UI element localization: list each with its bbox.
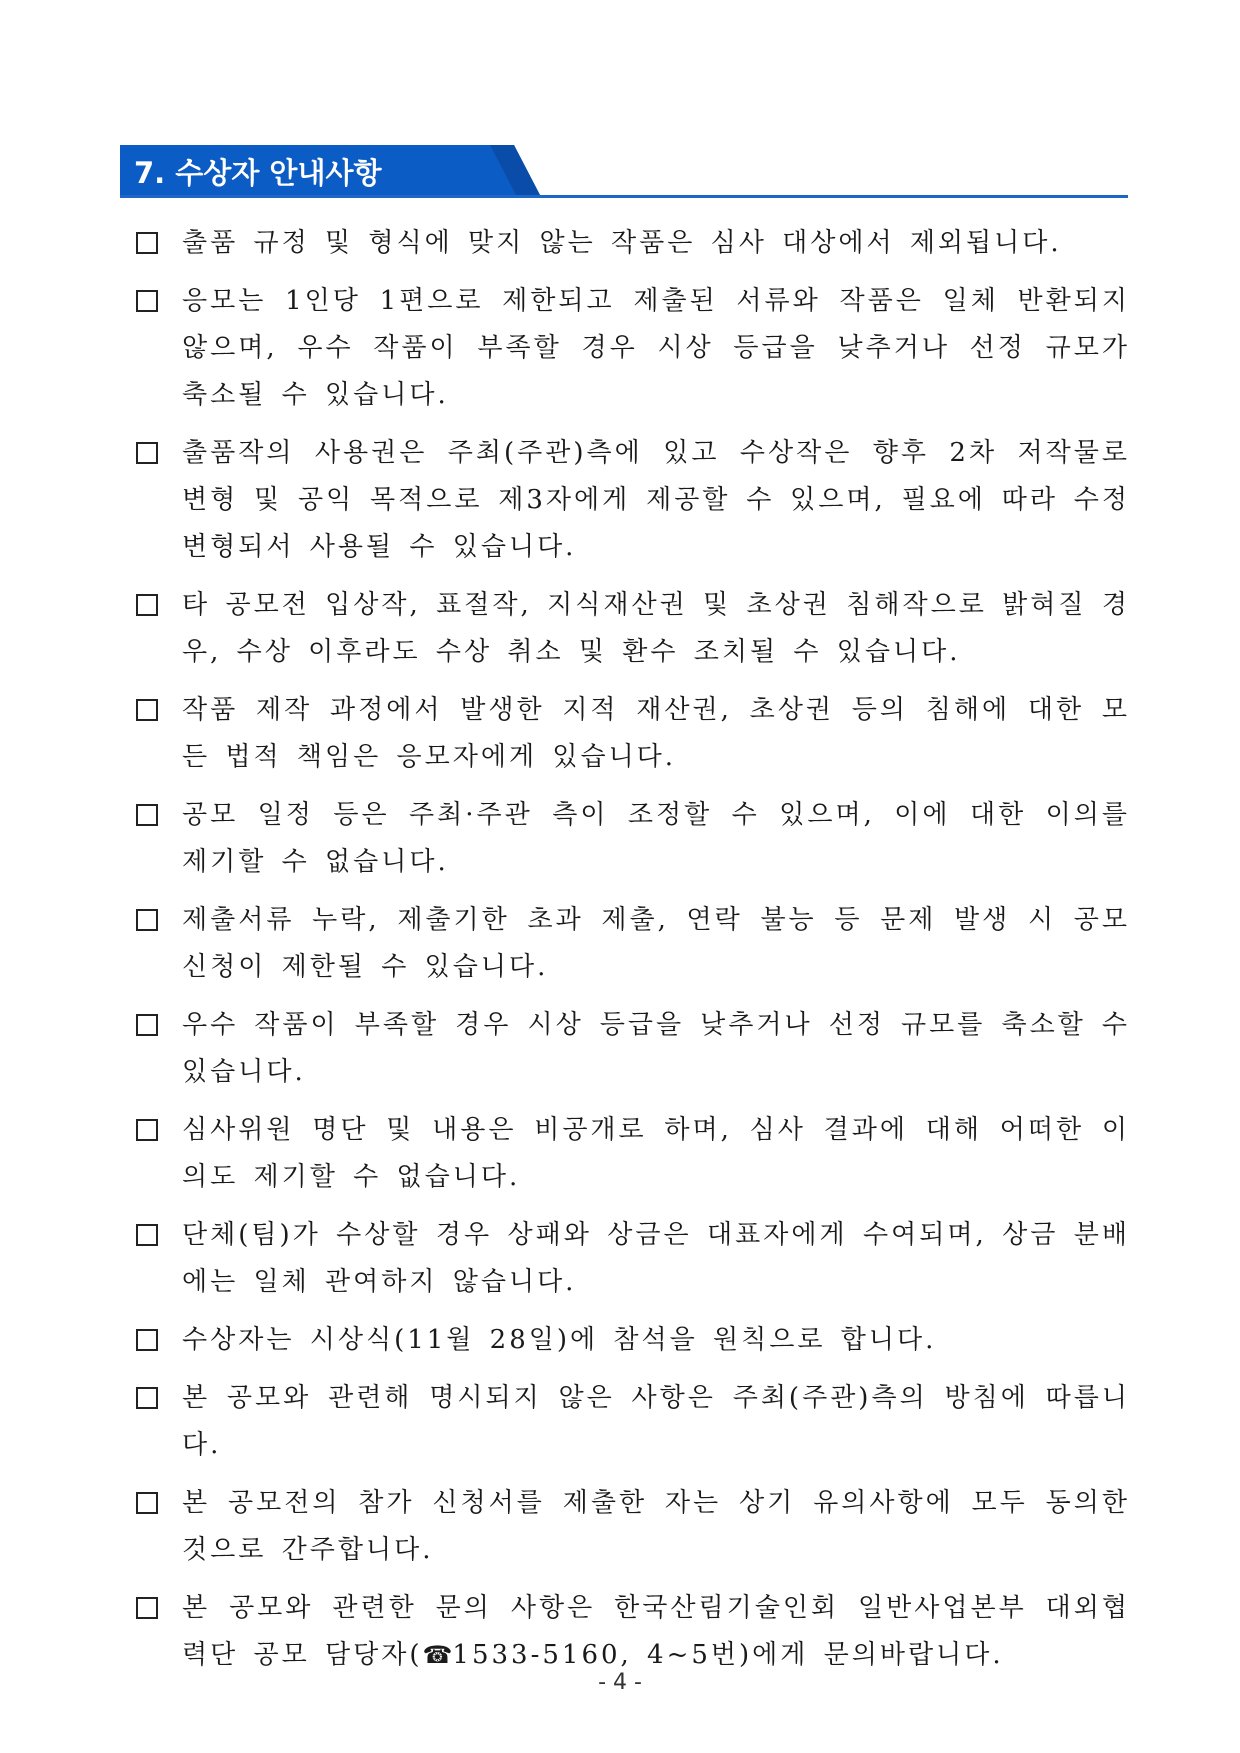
checkbox-icon — [136, 1597, 158, 1619]
checkbox-icon — [136, 1492, 158, 1514]
notice-item — [136, 897, 1130, 991]
checkbox-icon — [136, 909, 158, 931]
checkbox-icon — [136, 1014, 158, 1036]
section-title: 7. 수상자 안내사항 — [134, 156, 382, 190]
checkbox-icon — [136, 1119, 158, 1141]
checkbox-icon — [136, 1329, 158, 1351]
checkbox-icon — [136, 699, 158, 721]
checkbox-icon — [136, 594, 158, 616]
notice-text: 응모는 1인당 1편으로 제한되고 제출된 서류와 작품은 일체 반환되지 않으며, 우수 작품이 부족할 경우 시상 등급을 낮추거나 선정 규모가 축소될 수 있습니다. — [182, 286, 1130, 410]
notice-text: 본 공모전의 참가 신청서를 제출한 자는 상기 유의사항에 모두 동의한 것으로 간주합니다. — [182, 1488, 1130, 1565]
checkbox-icon — [136, 290, 158, 312]
notice-item — [136, 1107, 1130, 1201]
notice-list — [136, 220, 1130, 1690]
notice-text: 우수 작품이 부족할 경우 시상 등급을 낮추거나 선정 규모를 축소할 수 있습니다. — [182, 1010, 1130, 1087]
notice-text: 제출서류 누락, 제출기한 초과 제출, 연락 불능 등 문제 발생 시 공모 신청이 제한될 수 있습니다. — [182, 905, 1130, 982]
contact-text — [182, 1585, 1130, 1679]
notice-item — [136, 582, 1130, 676]
notice-text: 수상자는 시상식(11월 28일)에 참석을 원칙으로 합니다. — [182, 1325, 937, 1355]
checkbox-icon — [136, 232, 158, 254]
notice-text: 본 공모와 관련해 명시되지 않은 사항은 주최(주관)측의 방침에 따릅니다. — [182, 1383, 1130, 1460]
notice-item — [136, 687, 1130, 781]
notice-item — [136, 430, 1130, 571]
contact-text-after: 1533-5160, 4~5번)에게 문의바랍니다. — [452, 1640, 1004, 1670]
notice-text: 출품작의 사용권은 주최(주관)측에 있고 수상작은 향후 2차 저작물로 변형 및 공익 목적으로 제3자에게 제공할 수 있으며, 필요에 따라 수정 변형되서 사용될 수 있습니다. — [182, 438, 1130, 562]
notice-text: 작품 제작 과정에서 발생한 지적 재산권, 초상권 등의 침해에 대한 모든 법적 책임은 응모자에게 있습니다. — [182, 695, 1130, 772]
notice-text: 심사위원 명단 및 내용은 비공개로 하며, 심사 결과에 대해 어떠한 이의도 제기할 수 없습니다. — [182, 1115, 1130, 1192]
checkbox-icon — [136, 1387, 158, 1409]
contact-text-before: 본 공모와 관련한 문의 사항은 한국산림기술인회 일반사업본부 대외협력단 공모 담당자( — [182, 1593, 1130, 1670]
notice-text: 공모 일정 등은 주최·주관 측이 조정할 수 있으며, 이에 대한 이의를 제기할 수 없습니다. — [182, 800, 1130, 877]
phone-icon: ☎ — [422, 1641, 453, 1669]
notice-text: 출품 규정 및 형식에 맞지 않는 작품은 심사 대상에서 제외됩니다. — [182, 228, 1062, 258]
checkbox-icon — [136, 804, 158, 826]
contact-item — [136, 1585, 1130, 1679]
checkbox-icon — [136, 442, 158, 464]
notice-item — [136, 792, 1130, 886]
notice-item — [136, 1480, 1130, 1574]
notice-item — [136, 220, 1130, 267]
notice-item — [136, 1375, 1130, 1469]
notice-item — [136, 1212, 1130, 1306]
notice-text: 단체(팀)가 수상할 경우 상패와 상금은 대표자에게 수여되며, 상금 분배에는 일체 관여하지 않습니다. — [182, 1220, 1130, 1297]
section-header — [120, 145, 1128, 201]
notice-item — [136, 278, 1130, 419]
page-number: - 4 - — [598, 1670, 642, 1695]
notice-item — [136, 1317, 1130, 1364]
checkbox-icon — [136, 1224, 158, 1246]
notice-item — [136, 1002, 1130, 1096]
notice-text: 타 공모전 입상작, 표절작, 지식재산권 및 초상권 침해작으로 밝혀질 경우, 수상 이후라도 수상 취소 및 환수 조치될 수 있습니다. — [182, 590, 1130, 667]
